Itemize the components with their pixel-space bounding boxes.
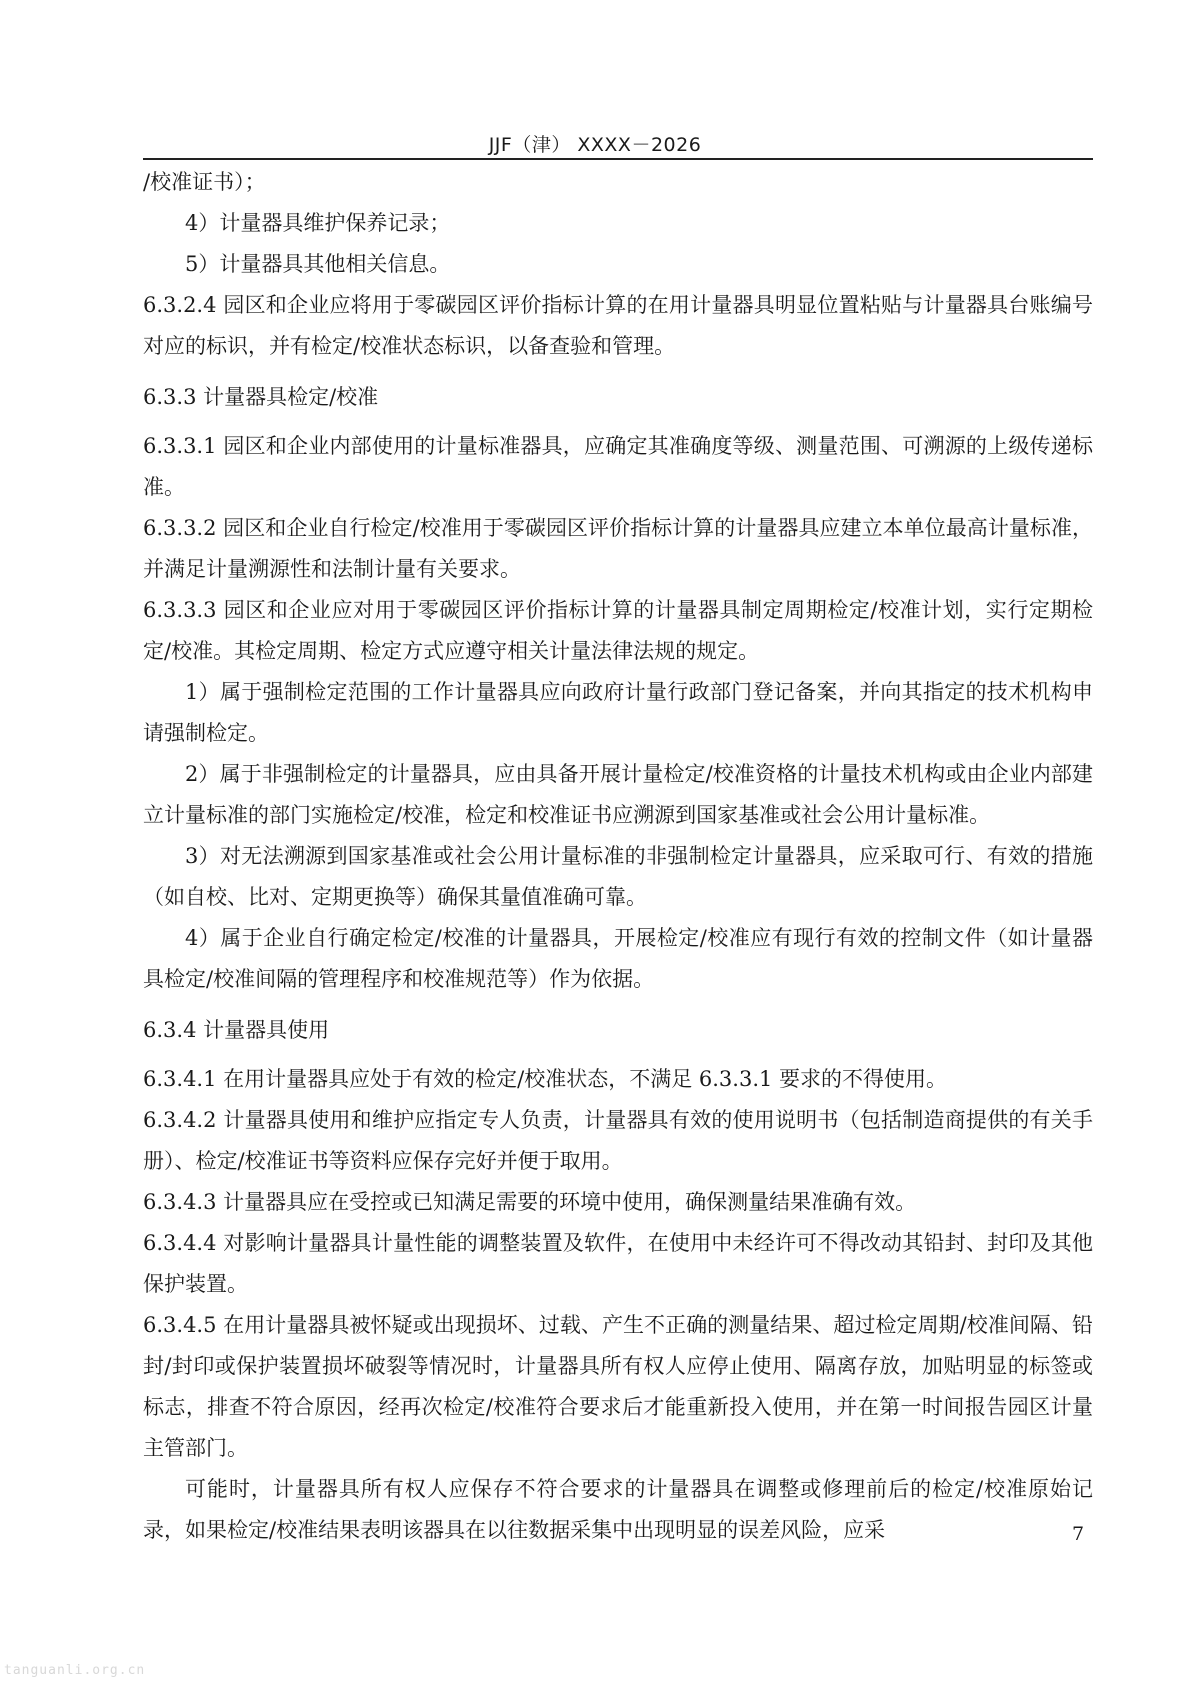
- section-heading-6-3-3: 6.3.3 计量器具检定/校准: [143, 385, 379, 409]
- section-heading-6-3-4: 6.3.4 计量器具使用: [143, 1018, 330, 1042]
- clause-6-3-3-3: 6.3.3.3 园区和企业应对用于零碳园区评价指标计算的计量器具制定周期检定/校准计划，实行定期检定/校准。其检定周期、检定方式应遵守相关计量法律法规的规定。: [143, 598, 1093, 663]
- clause-6-3-4-1: 6.3.4.1 在用计量器具应处于有效的检定/校准状态，不满足 6.3.3.1 要求的不得使用。: [143, 1067, 948, 1091]
- document-header-code: JJF（津） XXXX－2026: [488, 134, 702, 156]
- list-item-4: 4）计量器具维护保养记录；: [185, 211, 451, 235]
- clause-6-3-4-2: 6.3.4.2 计量器具使用和维护应指定专人负责，计量器具有效的使用说明书（包括制造商提供的有关手册）、检定/校准证书等资料应保存完好并便于取用。: [143, 1108, 1093, 1173]
- clause-6-3-4-4: 6.3.4.4 对影响计量器具计量性能的调整装置及软件，在使用中未经许可不得改动其铅封、封印及其他保护装置。: [143, 1231, 1093, 1296]
- paragraph-note: 可能时，计量器具所有权人应保存不符合要求的计量器具在调整或修理前后的检定/校准原始记录，如果检定/校准结果表明该器具在以往数据采集中出现明显的误差风险，应采: [143, 1477, 1093, 1542]
- page-number: 7: [1072, 1523, 1085, 1545]
- clause-6-3-3-2: 6.3.3.2 园区和企业自行检定/校准用于零碳园区评价指标计算的计量器具应建立本单位最高计量标准，并满足计量溯源性和法制计量有关要求。: [143, 516, 1093, 581]
- list-item-5: 5）计量器具其他相关信息。: [185, 252, 451, 276]
- list-item-2: 2）属于非强制检定的计量器具，应由具备开展计量检定/校准资格的计量技术机构或由企业内部建立计量标准的部门实施检定/校准，检定和校准证书应溯源到国家基准或社会公用计量标准。: [143, 762, 1093, 827]
- document-body: [143, 162, 1093, 1551]
- paragraph-continuation: /校准证书）；: [143, 170, 266, 194]
- clause-6-3-4-3: 6.3.4.3 计量器具应在受控或已知满足需要的环境中使用，确保测量结果准确有效。: [143, 1190, 917, 1214]
- header-divider: [143, 158, 1093, 160]
- list-item-3: 3）对无法溯源到国家基准或社会公用计量标准的非强制检定计量器具，应采取可行、有效的措施（如自校、比对、定期更换等）确保其量值准确可靠。: [143, 844, 1093, 909]
- clause-6-3-3-1: 6.3.3.1 园区和企业内部使用的计量标准器具，应确定其准确度等级、测量范围、可溯源的上级传递标准。: [143, 434, 1093, 499]
- clause-6-3-4-5: 6.3.4.5 在用计量器具被怀疑或出现损坏、过载、产生不正确的测量结果、超过检定周期/校准间隔、铅封/封印或保护装置损坏破裂等情况时，计量器具所有权人应停止使用、隔离存放，加贴明显的标签或标志，排查不符合原因，经再次检定/校准符合要求后才能重新投入使用，并在第一时间报告园区计量主管部门。: [143, 1313, 1093, 1460]
- clause-6-3-2-4: 6.3.2.4 园区和企业应将用于零碳园区评价指标计算的在用计量器具明显位置粘贴与计量器具台账编号对应的标识，并有检定/校准状态标识，以备查验和管理。: [143, 293, 1093, 358]
- watermark-text: tanguanli.org.cn: [4, 1663, 146, 1678]
- list-item-4b: 4）属于企业自行确定检定/校准的计量器具，开展检定/校准应有现行有效的控制文件（如计量器具检定/校准间隔的管理程序和校准规范等）作为依据。: [143, 926, 1093, 991]
- list-item-1: 1）属于强制检定范围的工作计量器具应向政府计量行政部门登记备案，并向其指定的技术机构申请强制检定。: [143, 680, 1093, 745]
